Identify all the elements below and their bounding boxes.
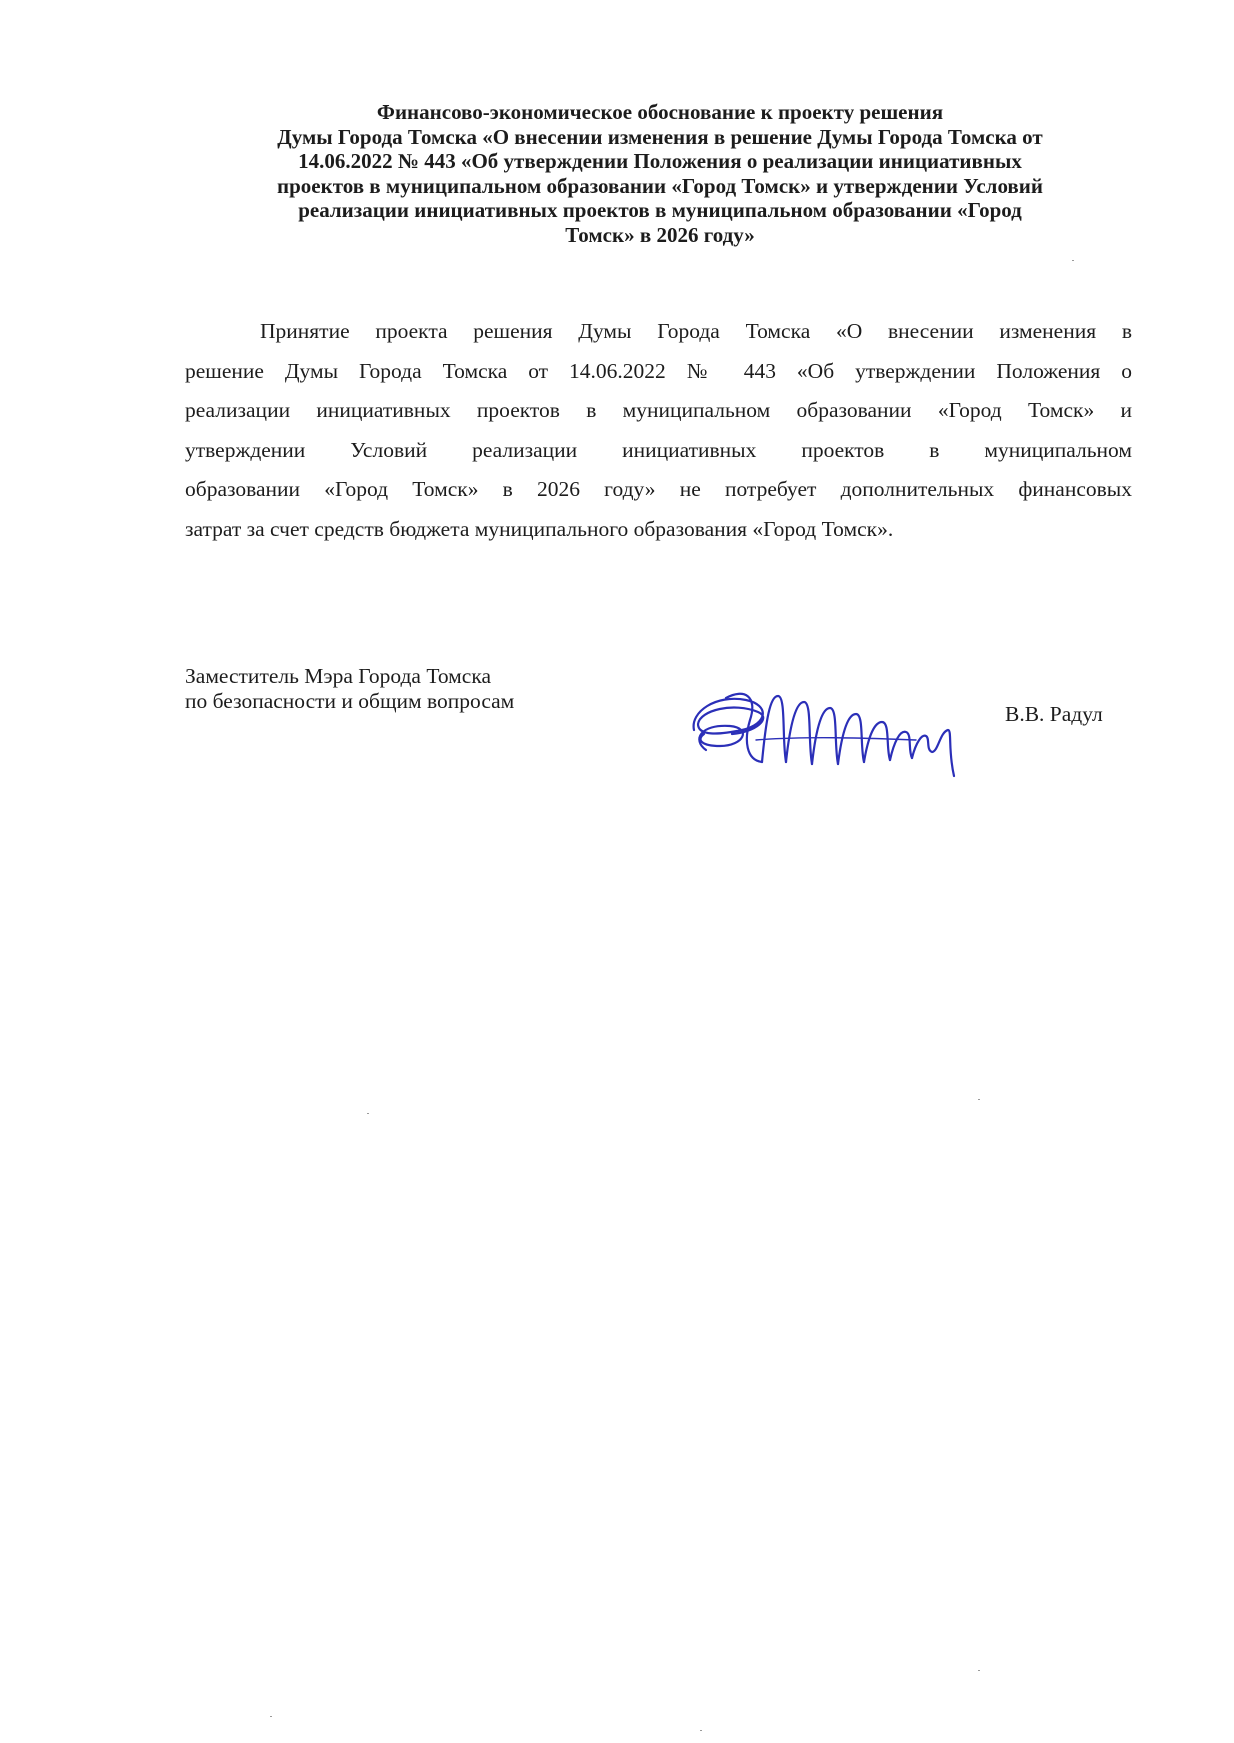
scan-speck (270, 1716, 272, 1717)
scan-speck (1072, 260, 1074, 261)
paragraph-line: решение Думы Города Томска от 14.06.2022 № 443 «Об утверждении Положения о (185, 358, 1132, 383)
paragraph-line: затрат за счет средств бюджета муниципального образования «Город Томск». (185, 516, 894, 541)
paragraph-line: утверждении Условий реализации инициативных проектов в муниципальном (185, 437, 1132, 462)
paragraph-line: реализации инициативных проектов в муниципальном образовании «Город Томск» и (185, 398, 1132, 423)
signatory-position-line: по безопасности и общим вопросам (185, 689, 515, 713)
document-title (180, 100, 1140, 247)
title-line: 14.06.2022 № 443 «Об утверждении Положения о реализации инициативных (298, 149, 1022, 173)
scan-speck (978, 1670, 980, 1671)
signature-strokes (694, 694, 954, 776)
title-line: Томск» в 2026 году» (565, 222, 755, 247)
scan-speck (367, 1113, 369, 1114)
paragraph-line: Принятие проекта решения Думы Города Томска «О внесении изменения в (260, 319, 1132, 343)
title-line: реализации инициативных проектов в муниципальном образовании «Город (298, 198, 1022, 222)
body-paragraph (185, 312, 1132, 550)
signatory-position (185, 664, 514, 714)
title-line: Думы Города Томска «О внесении изменения в решение Думы Города Томска от (277, 124, 1043, 149)
handwritten-signature (686, 680, 966, 780)
paragraph-line: образовании «Город Томск» в 2026 году» не потребует дополнительных финансовых (185, 477, 1132, 502)
signatory-position-line: Заместитель Мэра Города Томска (185, 664, 491, 688)
signer-name: В.В. Радул (1005, 702, 1103, 726)
scan-speck (978, 1099, 980, 1100)
scan-speck (700, 1730, 702, 1731)
title-line: Финансово-экономическое обоснование к проекту решения (376, 100, 944, 124)
title-line: проектов в муниципальном образовании «Город Томск» и утверждении Условий (277, 173, 1043, 198)
